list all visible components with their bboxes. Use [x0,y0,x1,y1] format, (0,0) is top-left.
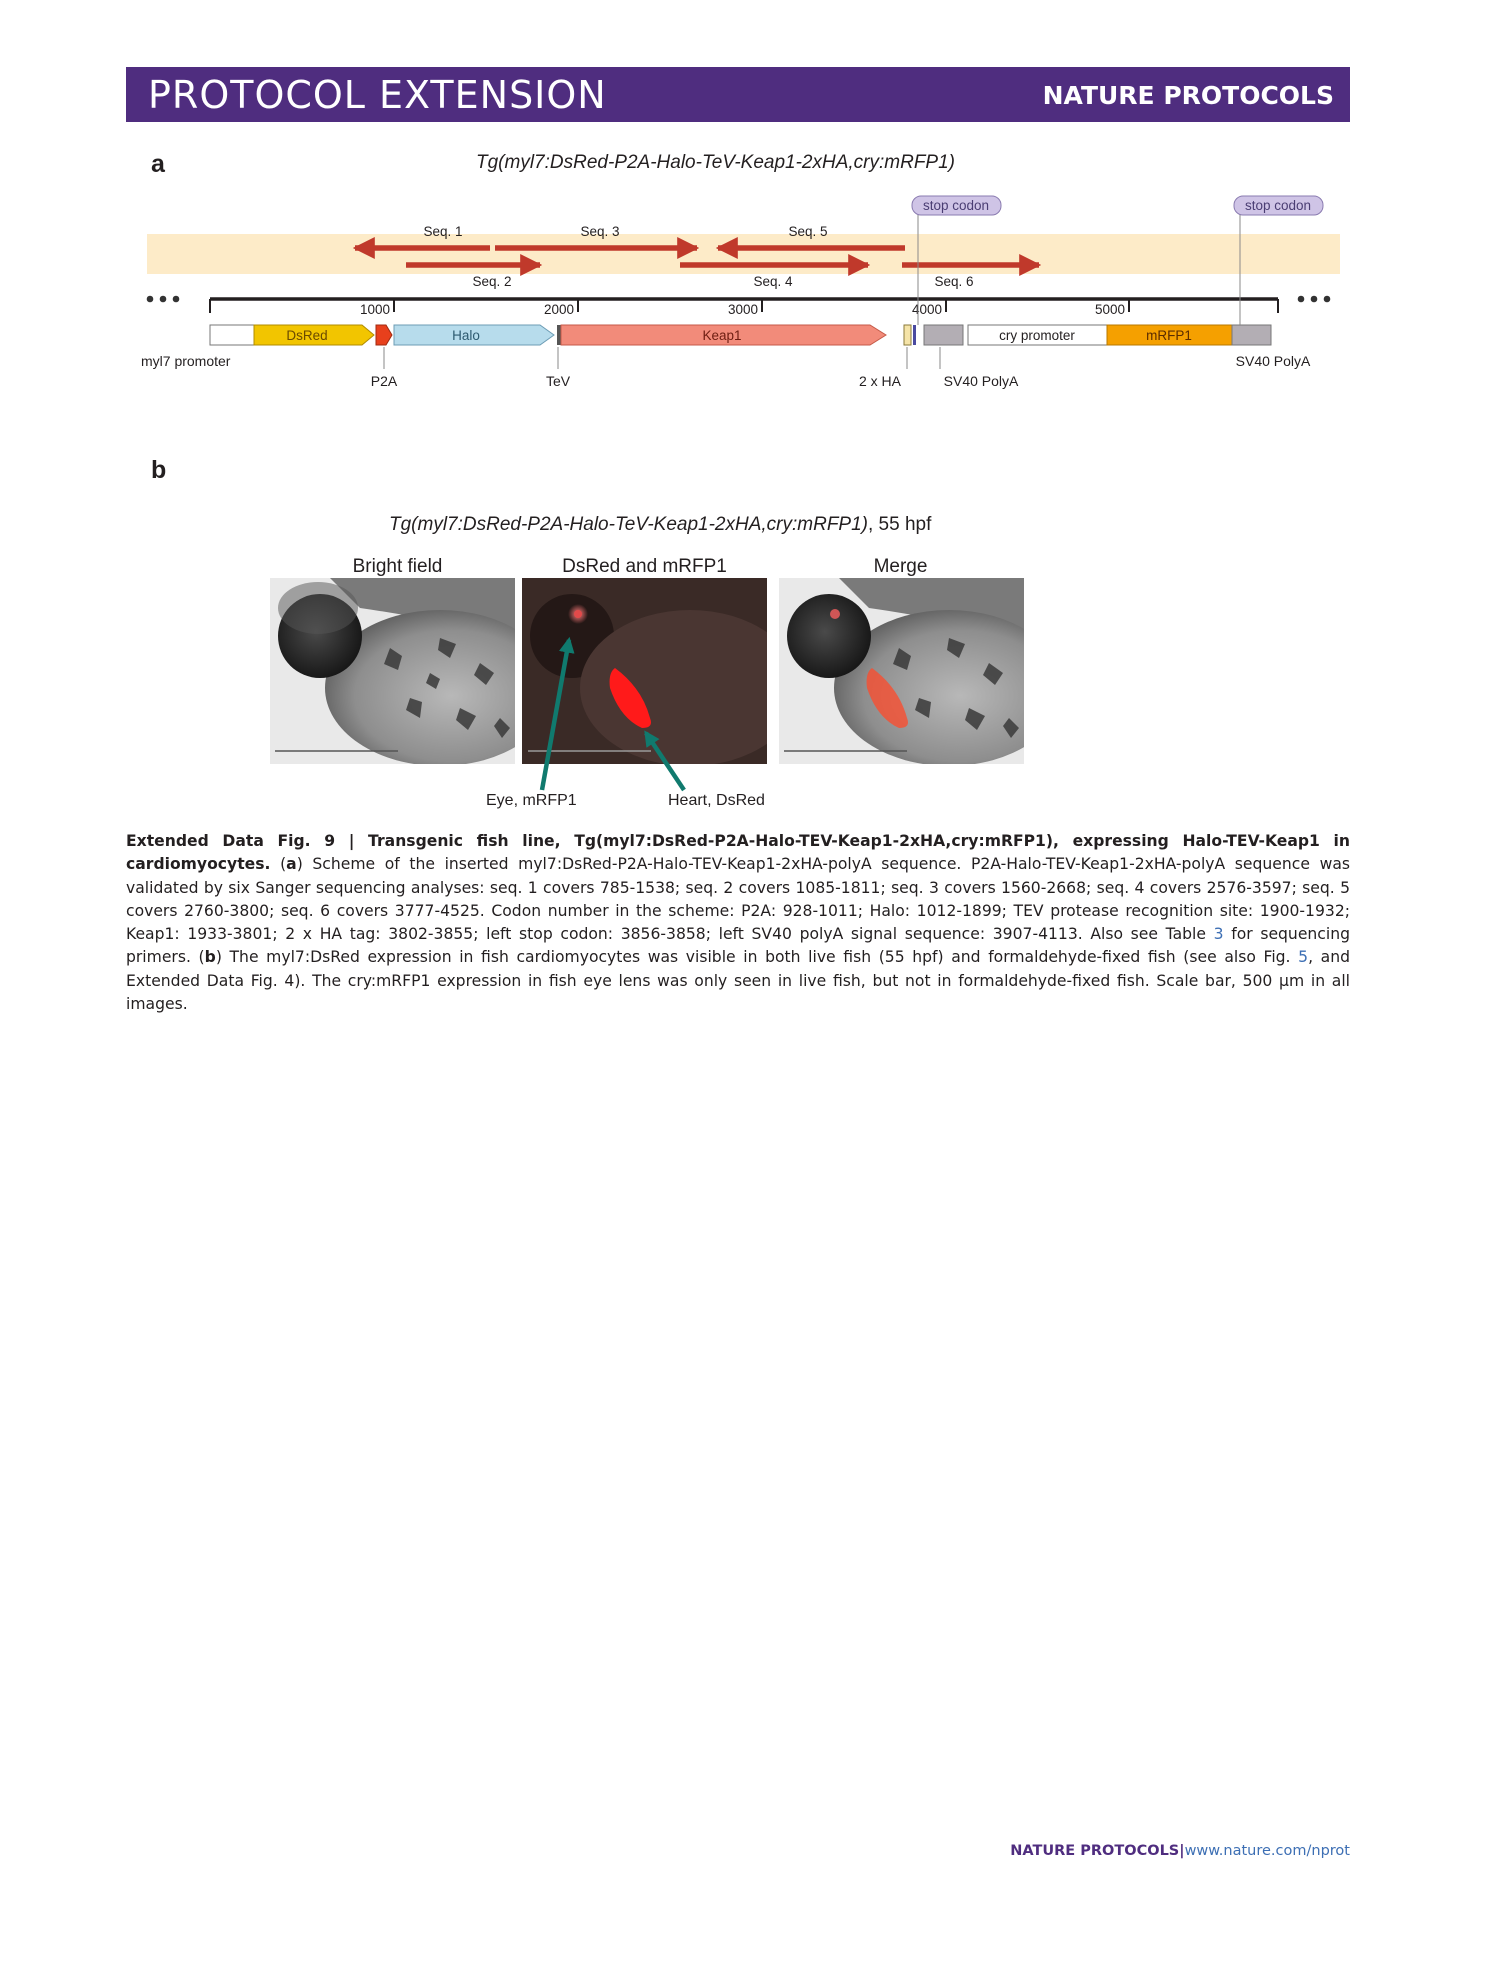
tick-4000: 4000 [911,302,942,317]
seq-3-label: Seq. 3 [580,224,620,239]
heart-arrow [646,733,684,790]
dsred-label: DsRed [286,328,328,343]
tick-2000: 2000 [543,302,574,317]
cry-promoter-label: cry promoter [999,328,1075,343]
halo-label: Halo [452,328,480,343]
fluorescence-label: DsRed and mRFP1 [562,556,727,577]
stop-codon-text-right: stop codon [1244,198,1312,213]
sv40-left-label: SV40 PolyA [943,373,1019,389]
stop-codon-text-left: stop codon [922,198,990,213]
table-ref-link[interactable]: 3 [1213,925,1224,944]
footer-url[interactable]: www.nature.com/nprot [1184,1843,1350,1859]
tick-3000: 3000 [727,302,758,317]
page-footer: NATURE PROTOCOLS|www.nature.com/nprot [1010,1843,1350,1859]
caption-lead: Extended Data Fig. 9 | Transgenic fish line, Tg(myl7:DsRed-P2A-Halo-TEV-Keap1-2xHA,cry:mRFP1), expressing Halo-TEV-Keap1 in cardiomyocytes. [126,832,1350,874]
figure-caption: Extended Data Fig. 9 | Transgenic fish line, Tg(myl7:DsRed-P2A-Halo-TEV-Keap1-2xHA,cry:mRFP1), expressing Halo-TEV-Keap1 in cardiomyocytes. (a) Scheme of the inserted myl7:DsRed-P2A-Halo-TEV-Keap1-2xHA-polyA sequence. P2A-Halo-TEV-Keap1-2xHA-polyA sequence was validated by six Sanger sequencing analyses: seq. 1 covers 785-1538; seq. 2 covers 1085-1811; seq. 3 covers 1560-2668; seq. 4 covers 2576-3597; seq. 5 covers 2760-3800; seq. 6 covers 3777-4525. Codon number in the scheme: P2A: 928-1011; Halo: 1012-1899; TEV protease recognition site: 1900-1932; Keap1: 1933-3801; 2 x HA tag: 3802-3855; left stop codon: 3856-3858; left SV40 polyA signal sequence: 3907-4113. Also see Table 3 for sequencing primers. (b) The myl7:DsRed expression in fish cardiomyocytes was visible in both live fish (55 hpf) and formaldehyde-fixed fish (see also Fig. 5, and Extended Data Fig. 4). The cry:mRFP1 expression in fish eye lens was only seen in live fish, but not in formaldehyde-fixed fish. Scale bar, 500 µm in all images. [126,832,1351,1014]
footer-journal: NATURE PROTOCOLS [1010,1843,1180,1859]
journal-name: NATURE PROTOCOLS [1042,81,1334,110]
keap1-label: Keap1 [702,328,742,343]
eye-annotation: Eye, mRFP1 [486,792,577,809]
merge-label: Merge [873,556,928,577]
tick-1000: 1000 [359,302,390,317]
seq-4-label: Seq. 4 [753,274,793,289]
caption-a-text: Scheme of the inserted myl7:DsRed-P2A-Halo-TEV-Keap1-2xHA-polyA sequence. P2A-Halo-TEV-Keap1-2xHA-polyA sequence was validated by six Sanger sequencing analyses: seq. 1 covers 785-1538; seq. 2 covers 1085-1811; seq. 3 covers 1560-2668; seq. 4 covers 2576-3597; seq. 5 covers 2760-3800; seq. 6 covers 3777-4525. Codon number in the scheme: P2A: 928-1011; Halo: 1012-1899; TEV protease recognition site: 1900-1932; Keap1: 1933-3801; 2 x HA tag: 3802-3855; left stop codon: 3856-3858; left SV40 polyA signal sequence: 3907-4113. Also see Table [126,855,1351,944]
annotation-arrows [0,0,1489,820]
tev-label: TeV [545,373,571,389]
heart-annotation: Heart, DsRed [668,792,765,809]
panel-b-title: Tg(myl7:DsRed-P2A-Halo-TeV-Keap1-2xHA,cry:mRFP1), 55 hpf [389,514,932,535]
p2a-label: P2A [370,373,398,389]
panel-a-title: Tg(myl7:DsRed-P2A-Halo-TeV-Keap1-2xHA,cry:mRFP1) [476,152,955,173]
seq-1-label: Seq. 1 [423,224,463,239]
seq-5-label: Seq. 5 [788,224,828,239]
tick-5000: 5000 [1094,302,1125,317]
myl7-promoter-label: myl7 promoter [141,353,231,369]
seq-6-label: Seq. 6 [934,274,974,289]
ha-label: 2 x HA [858,373,902,389]
section-title: PROTOCOL EXTENSION [148,73,607,117]
sv40-right-label: SV40 PolyA [1235,353,1311,369]
panel-b-label: b [151,456,167,484]
mrfp1-label: mRFP1 [1146,328,1192,343]
panel-a-label: a [151,150,165,178]
bright-field-label: Bright field [352,556,443,577]
fig-ref-link[interactable]: 5 [1298,948,1309,967]
caption-b-text: The myl7:DsRed expression in fish cardiomyocytes was visible in both live fish (55 hpf) and formaldehyde-fixed fish (see also Fig. [229,948,1291,967]
seq-2-label: Seq. 2 [472,274,512,289]
eye-arrow [542,640,569,790]
